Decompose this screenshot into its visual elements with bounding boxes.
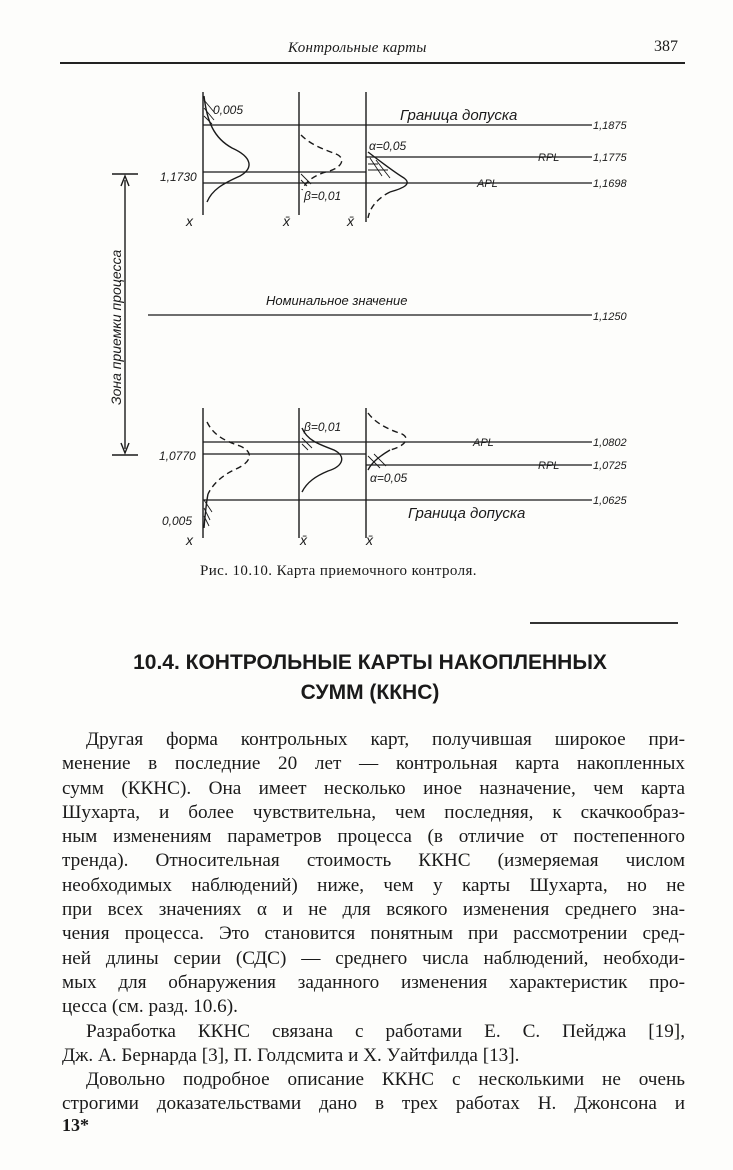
body-text <box>62 728 685 1117</box>
apl-upper-label: APL <box>477 178 498 190</box>
lower-value-2: 1,0725 <box>593 460 627 472</box>
text-line: Довольно подробное описание ККНС с несколькими не очень <box>86 1069 685 1091</box>
alpha-lower-label: α=0,05 <box>370 471 408 485</box>
upper-center-label: 1,1730 <box>160 170 197 184</box>
beta-upper-label: β=0,01 <box>304 189 342 203</box>
rpl-lower-label: RPL <box>538 460 560 472</box>
nominal-value: 1,1250 <box>593 311 627 323</box>
rpl-upper-label: RPL <box>538 152 560 164</box>
upper-xbar2-tail-dashed <box>368 192 390 218</box>
text-line: чения процесса. Это становится понятным при рассмотрении сред- <box>62 923 685 945</box>
beta-lower-label: β=0,01 <box>304 420 342 434</box>
axis-xbar2-upper-label: x̄ <box>347 213 354 229</box>
acceptance-control-chart <box>0 0 733 560</box>
text-line: необходимых наблюдений) ниже, чем у карты Шухарта, но не <box>62 874 685 896</box>
text-line: ней длины серии (СДС) — среднего числа наблюдений, необходи- <box>62 947 685 969</box>
upper-tolerance-label: Граница допуска <box>400 107 518 124</box>
lower-value-3: 1,0625 <box>593 495 627 507</box>
upper-xbar2-distribution-curve <box>368 152 407 192</box>
lower-tolerance-label: Граница допуска <box>408 505 526 522</box>
running-title: Контрольные карты <box>288 40 427 56</box>
apl-lower-label: APL <box>473 437 494 449</box>
axis-xbar2-lower-label: x̄ <box>366 532 373 548</box>
nominal-label: Номинальное значение <box>266 293 408 308</box>
signature-mark: 13* <box>62 1115 89 1135</box>
paragraph-1 <box>62 728 685 1020</box>
text-line: строгими доказательствами дано в трех работах Н. Джонсона и <box>62 1093 685 1115</box>
lower-xbar-distribution-curve <box>302 428 342 492</box>
upper-value-3: 1,1698 <box>593 178 627 190</box>
section-heading-line-1: 10.4. КОНТРОЛЬНЫЕ КАРТЫ НАКОПЛЕННЫХ <box>133 651 607 674</box>
axis-x-upper-label: x <box>186 213 193 229</box>
text-line: сумм (ККНС). Она имеет несколько иное назначение, чем карта <box>62 777 685 799</box>
page-number: 387 <box>654 38 678 55</box>
zone-vertical-label: Зона приемки процесса <box>108 249 124 405</box>
text-line: Разработка ККНС связана с работами Е. С. Пейджа [19], <box>86 1020 685 1042</box>
section-rule <box>530 622 678 624</box>
paragraph-3 <box>62 1068 685 1117</box>
alpha-upper-label: α=0,05 <box>369 139 407 153</box>
text-line: при всех значениях α и не для всякого изменения среднего зна- <box>62 899 685 921</box>
upper-value-2: 1,1775 <box>593 152 627 164</box>
text-line: мых для обнаружения заданного изменения характеристик про- <box>62 971 685 993</box>
lower-xbar2-distribution-curve <box>368 413 406 450</box>
text-line: цесса (см. разд. 10.6). <box>62 996 238 1018</box>
axis-xbar-upper-label: x̄ <box>283 213 290 229</box>
figure-caption: Рис. 10.10. Карта приемочного контроля. <box>200 563 477 579</box>
axis-x-lower-label: x <box>186 532 193 548</box>
paragraph-2 <box>62 1020 685 1069</box>
upper-xbar-distribution-curve <box>301 135 342 190</box>
upper-value-1: 1,1875 <box>593 120 627 132</box>
section-heading-line-2: СУММ (ККНС) <box>300 681 440 704</box>
text-line: тренда). Относительная стоимость ККНС (измеряемая числом <box>62 850 685 872</box>
text-line: Шухарта, и более чувствительна, чем последняя, к скачкообраз- <box>62 801 685 823</box>
lower-x-distribution-curve <box>207 422 249 494</box>
tail-upper-label: 0,005 <box>213 103 244 117</box>
text-line: Другая форма контрольных карт, получившая широкое при- <box>86 729 685 750</box>
text-line: ным изменениям параметров процесса (в отличие от постепенного <box>62 826 685 848</box>
lower-value-1: 1,0802 <box>593 437 627 449</box>
text-line: Дж. А. Бернарда [3], П. Голдсмита и X. Уайтфилда [13]. <box>62 1044 520 1066</box>
lower-center-label: 1,0770 <box>159 449 196 463</box>
section-heading <box>90 648 650 708</box>
axis-xbar-lower-label: x̄ <box>300 532 307 548</box>
text-line: менение в последние 20 лет — контрольная карта накопленных <box>62 753 685 775</box>
tail-lower-label: 0,005 <box>162 514 193 528</box>
